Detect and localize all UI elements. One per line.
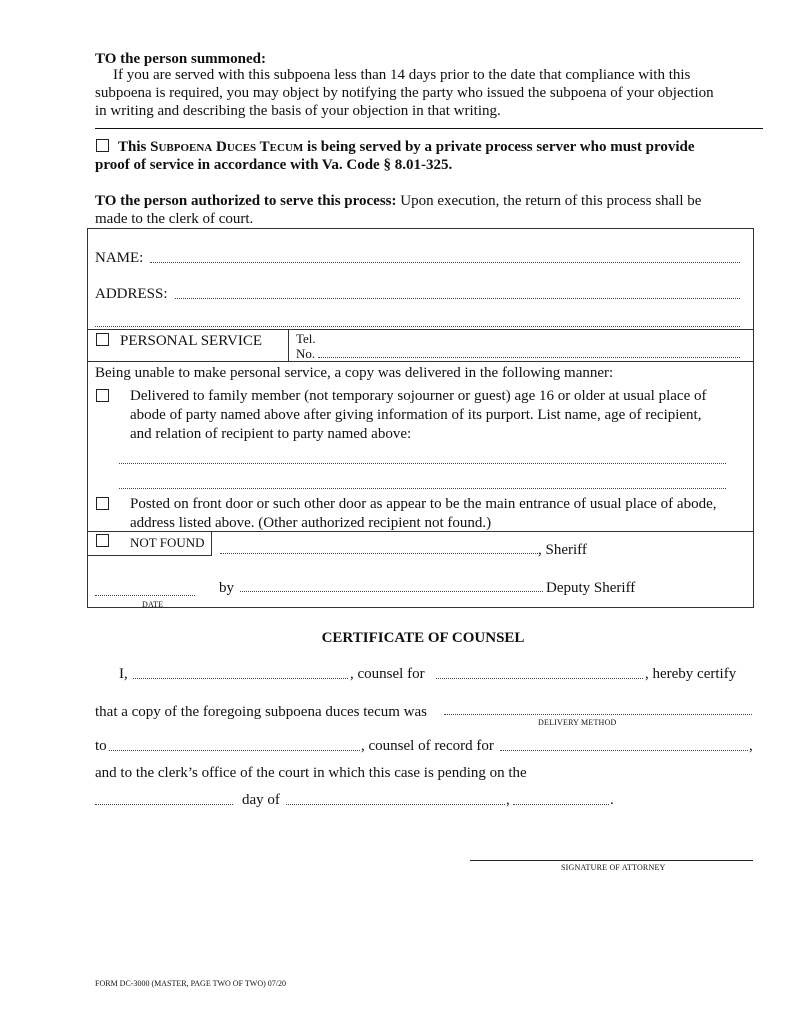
sc-s-cap: S xyxy=(150,139,159,155)
day-of-label: day of xyxy=(242,792,280,808)
sheriff-label: , Sheriff xyxy=(538,542,587,558)
family-line-3: and relation of recipient to party named above: xyxy=(130,426,412,442)
sc-t-cap: T xyxy=(259,139,270,155)
recipient-field-2[interactable] xyxy=(119,488,726,489)
that-copy-label: that a copy of the foregoing subpoena duces tecum was xyxy=(95,704,427,720)
notice-line-3: in writing and describing the basis of your objection in that writing. xyxy=(95,103,501,119)
day-field[interactable] xyxy=(95,804,233,805)
sc-d-cap: D xyxy=(215,139,227,155)
personal-service-bottom-rule xyxy=(87,361,754,362)
tel-label: Tel. xyxy=(296,331,316,346)
posted-door-checkbox[interactable] xyxy=(96,497,109,510)
private-server-line-2: proof of service in accordance with Va. Code § 8.01-325. xyxy=(95,157,453,173)
form-footer: FORM DC-3000 (MASTER, PAGE TWO OF TWO) 07/20 xyxy=(95,979,286,988)
not-found-label: NOT FOUND xyxy=(130,535,205,550)
delivery-method-label: DELIVERY METHOD xyxy=(538,718,617,727)
sheriff-field[interactable] xyxy=(220,553,538,554)
counsel-of-record-field[interactable] xyxy=(109,750,360,751)
sc-s-rest: UBPOENA xyxy=(158,142,213,154)
family-member-checkbox[interactable] xyxy=(96,389,109,402)
family-line-2: abode of party named above after giving information of its purport. List name, age of recipient, xyxy=(130,407,702,423)
authorized-line-1-rest: Upon execution, the return of this process shall be xyxy=(400,193,702,209)
personal-service-top-rule xyxy=(87,329,754,330)
counsel-of-record-label: , counsel of record for xyxy=(361,738,494,754)
unable-text: Being unable to make personal service, a copy was delivered in the following manner: xyxy=(95,365,614,381)
address-field-2[interactable] xyxy=(95,326,740,327)
private-server-line-1-rest: is being served by a private process server who must provide xyxy=(307,139,695,155)
address-field[interactable] xyxy=(175,298,740,299)
private-server-checkbox[interactable] xyxy=(96,139,109,152)
signature-label: SIGNATURE OF ATTORNEY xyxy=(561,863,666,872)
recipient-field-1[interactable] xyxy=(119,463,726,464)
posted-line-1: Posted on front door or such other door as appear to be the main entrance of usual place of abode, xyxy=(130,496,717,512)
deputy-sheriff-field[interactable] xyxy=(240,591,543,592)
by-label: by xyxy=(219,580,234,596)
tel-no-field[interactable] xyxy=(318,357,740,358)
client-field[interactable] xyxy=(436,678,643,679)
month-field[interactable] xyxy=(286,804,505,805)
authorized-line-1 xyxy=(95,192,701,210)
record-comma: , xyxy=(749,738,753,754)
notice-line-2: subpoena is required, you may object by notifying the party who issued the subpoena of your objection xyxy=(95,85,714,101)
section-divider xyxy=(95,128,763,129)
no-label: No. xyxy=(296,346,316,361)
deputy-sheriff-label: Deputy Sheriff xyxy=(546,580,636,596)
counsel-for-label: , counsel for xyxy=(350,666,425,682)
certificate-title: CERTIFICATE OF COUNSEL xyxy=(321,630,525,646)
clerk-line: and to the clerk’s office of the court in which this case is pending on the xyxy=(95,765,527,781)
year-field[interactable] xyxy=(513,804,609,805)
personal-service-label: PERSONAL SERVICE xyxy=(120,333,263,349)
personal-service-divider xyxy=(288,329,289,361)
posted-line-2: address listed above. (Other authorized recipient not found.) xyxy=(130,515,492,531)
hereby-certify-label: , hereby certify xyxy=(645,666,737,682)
personal-service-checkbox[interactable] xyxy=(96,333,109,346)
private-server-line-1 xyxy=(118,138,695,157)
to-label: to xyxy=(95,738,107,754)
year-period: . xyxy=(610,792,614,808)
counsel-name-field[interactable] xyxy=(133,678,348,679)
date-label: DATE xyxy=(142,600,164,609)
private-server-this: This xyxy=(118,139,147,155)
date-field[interactable] xyxy=(95,595,195,596)
notice-heading: TO the person summoned: xyxy=(95,51,266,67)
delivery-method-field[interactable] xyxy=(444,714,752,715)
cert-i: I, xyxy=(119,666,128,682)
name-field[interactable] xyxy=(150,262,740,263)
sc-t-rest: ECUM xyxy=(269,142,304,154)
name-label: NAME: xyxy=(95,250,144,266)
signature-line[interactable] xyxy=(470,860,753,861)
not-found-checkbox[interactable] xyxy=(96,534,109,547)
address-label: ADDRESS: xyxy=(95,286,168,302)
authorized-heading: TO the person authorized to serve this process: xyxy=(95,193,397,209)
day-comma: , xyxy=(506,792,510,808)
authorized-line-2: made to the clerk of court. xyxy=(95,211,254,227)
sc-d-rest: UCES xyxy=(226,142,257,154)
family-line-1: Delivered to family member (not temporary sojourner or guest) age 16 or older at usual place of xyxy=(130,388,707,404)
record-party-field[interactable] xyxy=(500,750,748,751)
notice-line-1: If you are served with this subpoena less than 14 days prior to the date that compliance with this xyxy=(113,67,691,83)
